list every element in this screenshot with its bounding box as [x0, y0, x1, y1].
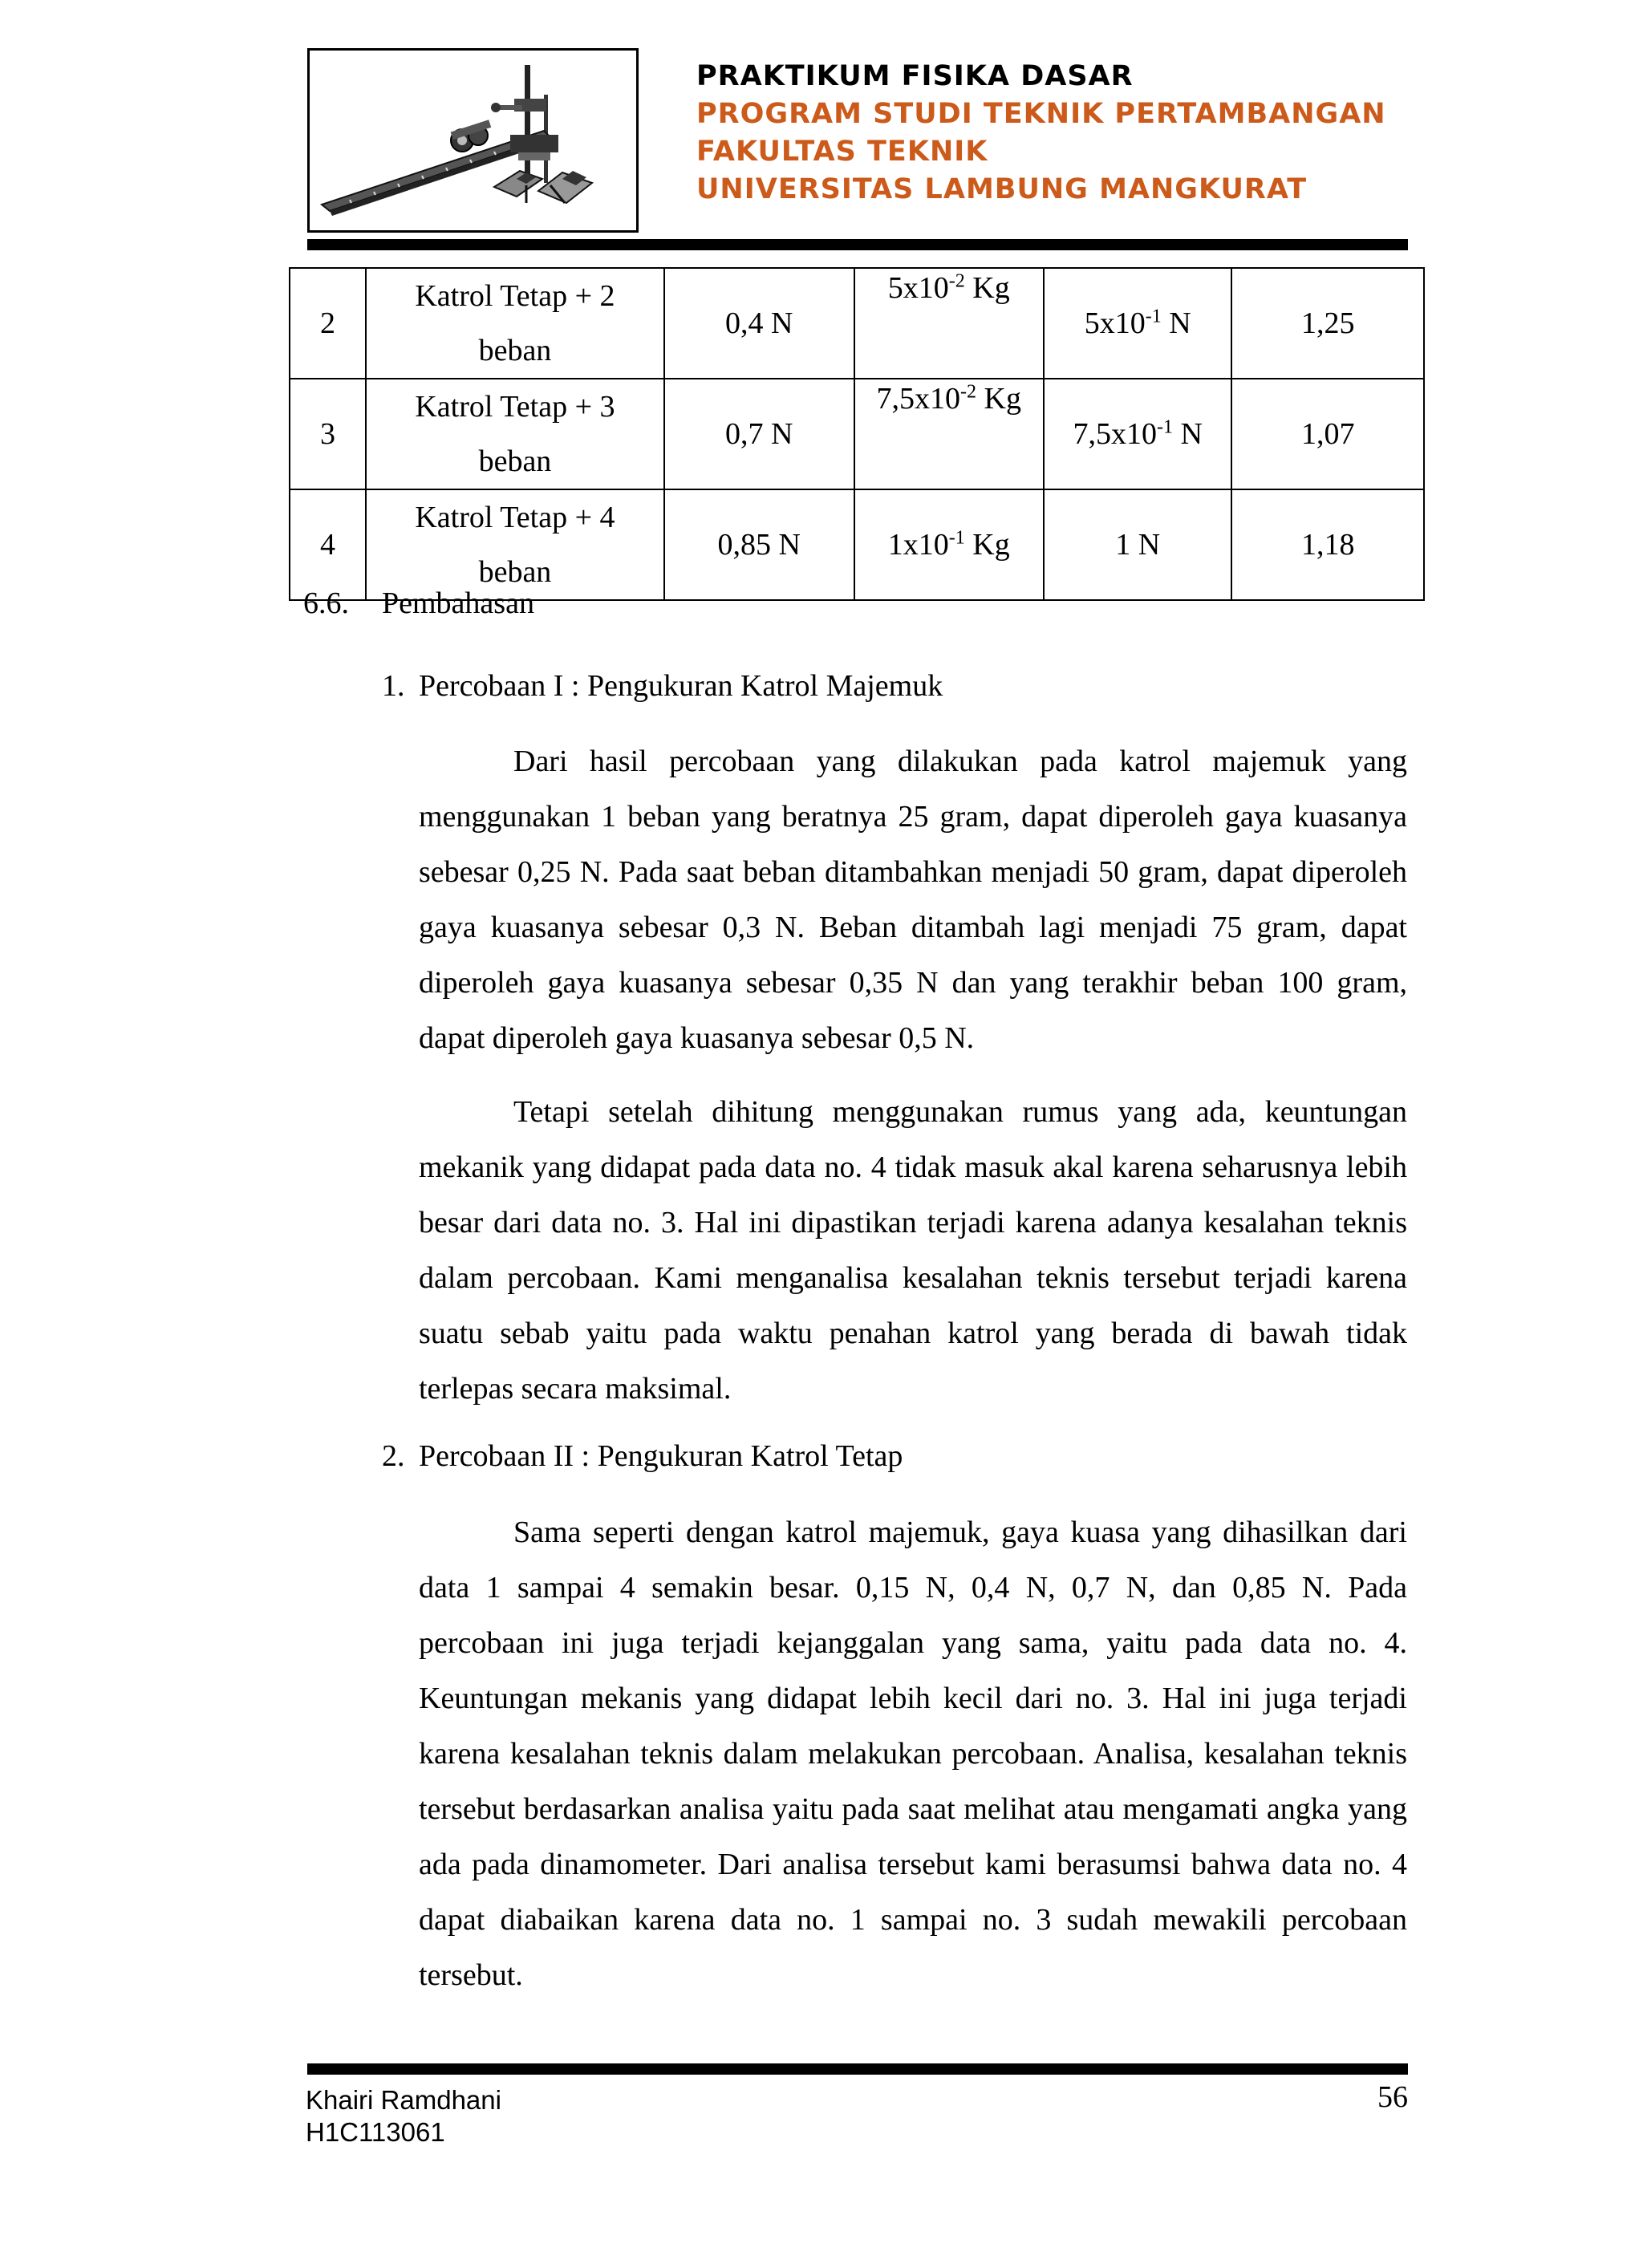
- paragraph: Dari hasil percobaan yang dilakukan pada katrol majemuk yang menggunakan 1 beban yang beratnya 25 gram, dapat diperoleh gaya kuasanya sebesar 0,25 N. Pada saat beban ditambahkan menjadi 50 gram, dapat diperoleh gaya kuasanya sebesar 0,3 N. Beban ditambah lagi menjadi 75 gram, dapat diperoleh gaya kuasanya sebesar 0,35 N dan yang terakhir beban 100 gram, dapat diperoleh gaya kuasanya sebesar 0,5 N.: [419, 745, 1407, 1055]
- list-title: Percobaan II : Pengukuran Katrol Tetap: [419, 1439, 903, 1473]
- paragraph: Sama seperti dengan katrol majemuk, gaya kuasa yang dihasilkan dari data 1 sampai 4 semakin besar. 0,15 N, 0,4 N, 0,7 N, dan 0,85 N. Pada percobaan ini juga terjadi kejanggalan yang sama, yaitu pada data no. 4. Keuntungan mekanis yang didapat lebih kecil dari no. 3. Hal ini juga terjadi karena kesalahan teknis dalam melakukan percobaan. Analisa, kesalahan teknis tersebut berdasarkan analisa yaitu pada saat melihat atau mengamati angka yang ada pada dinamometer. Dari analisa tersebut kami berasumsi bahwa data no. 4 dapat diabaikan karena data no. 1 sampai no. 3 sudah mewakili percobaan tersebut.: [419, 1515, 1407, 1992]
- weight-cell: [1044, 379, 1231, 489]
- setup-text-line1: Katrol Tetap + 2: [415, 279, 615, 313]
- page-number: 56: [1377, 2080, 1408, 2114]
- row-number-cell: 3: [290, 379, 366, 489]
- mass-cell: [854, 489, 1044, 600]
- list-title: Percobaan I : Pengukuran Katrol Majemuk: [419, 669, 943, 703]
- setup-text-line2: beban: [478, 555, 552, 589]
- weight-exponent: -1: [1145, 306, 1162, 327]
- experiment-2-heading: [382, 1438, 903, 1474]
- list-number: 1.: [382, 669, 405, 703]
- author-name: Khairi Ramdhani: [306, 2085, 501, 2115]
- student-id: H1C113061: [306, 2117, 445, 2147]
- experiment-1-heading: [382, 668, 943, 704]
- weight-unit: N: [1161, 306, 1191, 340]
- section-title: Pembahasan: [382, 586, 534, 620]
- table-row: [290, 489, 1424, 600]
- footer-author-block: [306, 2084, 501, 2148]
- header-logo-frame: [307, 48, 639, 233]
- mass-unit: Kg: [964, 528, 1010, 562]
- mass-unit: Kg: [976, 382, 1021, 416]
- mass-unit: Kg: [964, 271, 1010, 305]
- mass-exponent: -1: [948, 527, 965, 549]
- mechanical-advantage-cell: 1,25: [1231, 268, 1424, 379]
- header-faculty: FAKULTAS TEKNIK: [696, 136, 988, 168]
- table-row: [290, 268, 1424, 379]
- header-divider: [307, 239, 1408, 250]
- section-heading: [303, 586, 534, 621]
- weight-cell: [1044, 268, 1231, 379]
- weight-cell: 1 N: [1044, 489, 1231, 600]
- row-number-cell: 4: [290, 489, 366, 600]
- results-table: [289, 267, 1425, 601]
- list-number: 2.: [382, 1439, 405, 1473]
- header-course-title: PRAKTIKUM FISIKA DASAR: [696, 60, 1134, 92]
- pulley-setup-cell: [366, 379, 664, 489]
- lab-apparatus-illustration: [310, 51, 636, 230]
- paragraph: Tetapi setelah dihitung menggunakan rumus yang ada, keuntungan mekanik yang didapat pada data no. 4 tidak masuk akal karena seharusnya lebih besar dari data no. 3. Hal ini dipastikan terjadi karena adanya kesalahan teknis dalam percobaan. Kami menganalisa kesalahan teknis tersebut terjadi karena suatu sebab yaitu pada waktu penahan katrol yang berada di bawah tidak terlepas secara maksimal.: [419, 1095, 1407, 1406]
- pulley-setup-cell: [366, 268, 664, 379]
- mechanical-advantage-cell: 1,07: [1231, 379, 1424, 489]
- table-row: [290, 379, 1424, 489]
- setup-text-line2: beban: [478, 334, 552, 367]
- mass-cell: [854, 379, 1044, 489]
- setup-text-line2: beban: [478, 444, 552, 478]
- mass-exponent: -2: [948, 270, 965, 292]
- force-cell: 0,85 N: [664, 489, 854, 600]
- weight-base: 5x10: [1084, 306, 1146, 340]
- weight-base: 7,5x10: [1073, 417, 1157, 451]
- mechanical-advantage-cell: 1,18: [1231, 489, 1424, 600]
- header-university: UNIVERSITAS LAMBUNG MANGKURAT: [696, 173, 1308, 205]
- header-study-program: PROGRAM STUDI TEKNIK PERTAMBANGAN: [696, 98, 1386, 130]
- setup-text-line1: Katrol Tetap + 3: [415, 390, 615, 424]
- setup-text-line1: Katrol Tetap + 4: [415, 501, 615, 534]
- mass-base: 1x10: [887, 528, 949, 562]
- pulley-setup-cell: [366, 489, 664, 600]
- force-cell: 0,7 N: [664, 379, 854, 489]
- mass-base: 7,5x10: [876, 382, 961, 416]
- weight-exponent: -1: [1156, 416, 1173, 438]
- footer-divider: [307, 2063, 1408, 2075]
- force-cell: 0,4 N: [664, 268, 854, 379]
- mass-exponent: -2: [960, 381, 977, 403]
- weight-unit: N: [1172, 417, 1203, 451]
- header-institution-block: [696, 58, 1386, 209]
- mass-base: 5x10: [887, 271, 949, 305]
- row-number-cell: 2: [290, 268, 366, 379]
- mass-cell: [854, 268, 1044, 379]
- section-number: 6.6.: [303, 586, 349, 620]
